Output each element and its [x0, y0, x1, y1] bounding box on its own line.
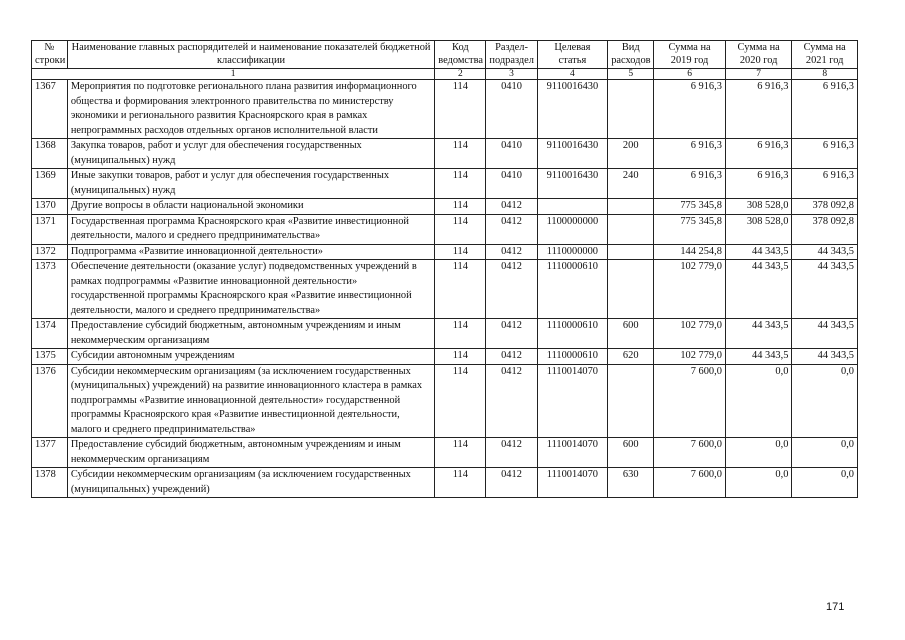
row-section: 0412 — [486, 438, 537, 468]
table-row — [32, 438, 858, 468]
row-name: Другие вопросы в области национальной экономики — [67, 199, 434, 215]
row-number: 1375 — [32, 349, 68, 365]
row-name: Иные закупки товаров, работ и услуг для обеспечения государственных (муниципальных) нужд — [67, 169, 434, 199]
table-row — [32, 260, 858, 319]
row-sum-2019: 7 600,0 — [654, 364, 726, 438]
row-sum-2021: 0,0 — [792, 468, 858, 498]
table-row — [32, 364, 858, 438]
row-sum-2020: 44 343,5 — [725, 260, 792, 319]
row-code: 114 — [435, 319, 486, 349]
row-sum-2019: 7 600,0 — [654, 468, 726, 498]
row-kind: 200 — [608, 139, 654, 169]
row-sum-2021: 6 916,3 — [792, 80, 858, 139]
row-sum-2021: 6 916,3 — [792, 139, 858, 169]
table-row — [32, 214, 858, 244]
row-code: 114 — [435, 438, 486, 468]
row-target: 9110016430 — [537, 80, 608, 139]
header-name: Наименование главных распорядителей и наименование показателей бюджетной классификации — [67, 41, 434, 69]
row-sum-2021: 0,0 — [792, 438, 858, 468]
row-target: 9110016430 — [537, 169, 608, 199]
row-number: 1372 — [32, 244, 68, 260]
row-sum-2021: 44 343,5 — [792, 244, 858, 260]
row-name: Предоставление субсидий бюджетным, автономным учреждениям и иным некоммерческим организациям — [67, 319, 434, 349]
row-target: 1110000610 — [537, 319, 608, 349]
column-number: 8 — [792, 69, 858, 80]
row-kind — [608, 260, 654, 319]
row-number: 1368 — [32, 139, 68, 169]
row-sum-2021: 44 343,5 — [792, 319, 858, 349]
row-name: Субсидии автономным учреждениям — [67, 349, 434, 365]
row-number: 1371 — [32, 214, 68, 244]
row-sum-2021: 378 092,8 — [792, 199, 858, 215]
row-section: 0412 — [486, 468, 537, 498]
row-section: 0410 — [486, 169, 537, 199]
row-code: 114 — [435, 139, 486, 169]
table-row — [32, 139, 858, 169]
header-num: № строки — [32, 41, 68, 69]
row-sum-2020: 44 343,5 — [725, 319, 792, 349]
row-kind: 240 — [608, 169, 654, 199]
row-sum-2021: 378 092,8 — [792, 214, 858, 244]
header-sum-2019: Сумма на 2019 год — [654, 41, 726, 69]
row-target: 1110014070 — [537, 468, 608, 498]
header-section: Раздел-подраздел — [486, 41, 537, 69]
row-section: 0412 — [486, 319, 537, 349]
row-sum-2020: 44 343,5 — [725, 244, 792, 260]
column-number: 7 — [725, 69, 792, 80]
row-name: Субсидии некоммерческим организациям (за исключением государственных (муниципальных) учреждений) — [67, 468, 434, 498]
table-row — [32, 468, 858, 498]
row-number: 1374 — [32, 319, 68, 349]
row-code: 114 — [435, 214, 486, 244]
row-sum-2020: 0,0 — [725, 468, 792, 498]
row-number: 1373 — [32, 260, 68, 319]
row-number: 1376 — [32, 364, 68, 438]
row-sum-2019: 775 345,8 — [654, 199, 726, 215]
row-sum-2019: 102 779,0 — [654, 260, 726, 319]
row-number: 1370 — [32, 199, 68, 215]
table-row — [32, 80, 858, 139]
row-target: 1100000000 — [537, 214, 608, 244]
row-kind — [608, 364, 654, 438]
row-sum-2019: 7 600,0 — [654, 438, 726, 468]
column-number: 4 — [537, 69, 608, 80]
row-section: 0412 — [486, 214, 537, 244]
row-sum-2019: 6 916,3 — [654, 80, 726, 139]
row-sum-2019: 144 254,8 — [654, 244, 726, 260]
row-code: 114 — [435, 80, 486, 139]
row-sum-2020: 6 916,3 — [725, 139, 792, 169]
row-target: 1110014070 — [537, 364, 608, 438]
header-target: Целевая статья — [537, 41, 608, 69]
row-kind: 620 — [608, 349, 654, 365]
table-row — [32, 199, 858, 215]
row-name: Закупка товаров, работ и услуг для обеспечения государственных (муниципальных) нужд — [67, 139, 434, 169]
row-number: 1369 — [32, 169, 68, 199]
row-name: Субсидии некоммерческим организациям (за исключением государственных (муниципальных) учреждений) на развитие инновационного кластера в рамках подпрограммы «Развитие инновационной деятельности» государственной программы Красноярского края «Развитие инвестиционной деятельности, малого и среднего предпринимательства» — [67, 364, 434, 438]
row-section: 0412 — [486, 244, 537, 260]
header-row — [32, 41, 858, 69]
header-sum-2020: Сумма на 2020 год — [725, 41, 792, 69]
row-sum-2021: 44 343,5 — [792, 349, 858, 365]
row-sum-2020: 308 528,0 — [725, 214, 792, 244]
table-row — [32, 244, 858, 260]
row-kind — [608, 214, 654, 244]
row-section: 0412 — [486, 260, 537, 319]
row-target: 1110000610 — [537, 349, 608, 365]
row-code: 114 — [435, 169, 486, 199]
row-target: 9110016430 — [537, 139, 608, 169]
row-sum-2021: 6 916,3 — [792, 169, 858, 199]
row-section: 0412 — [486, 364, 537, 438]
row-code: 114 — [435, 244, 486, 260]
row-target: 1110000000 — [537, 244, 608, 260]
row-code: 114 — [435, 364, 486, 438]
row-number: 1367 — [32, 80, 68, 139]
row-sum-2020: 308 528,0 — [725, 199, 792, 215]
row-section: 0410 — [486, 80, 537, 139]
row-sum-2019: 102 779,0 — [654, 319, 726, 349]
row-sum-2019: 775 345,8 — [654, 214, 726, 244]
row-code: 114 — [435, 199, 486, 215]
row-code: 114 — [435, 349, 486, 365]
table-row — [32, 319, 858, 349]
row-sum-2020: 0,0 — [725, 364, 792, 438]
row-kind: 630 — [608, 468, 654, 498]
row-sum-2020: 6 916,3 — [725, 169, 792, 199]
header-sum-2021: Сумма на 2021 год — [792, 41, 858, 69]
row-sum-2021: 44 343,5 — [792, 260, 858, 319]
row-target: 1110014070 — [537, 438, 608, 468]
row-name: Предоставление субсидий бюджетным, автономным учреждениям и иным некоммерческим организациям — [67, 438, 434, 468]
table-row — [32, 169, 858, 199]
row-kind — [608, 244, 654, 260]
column-number: 1 — [32, 69, 435, 80]
row-kind — [608, 80, 654, 139]
column-number: 3 — [486, 69, 537, 80]
page-number: 171 — [826, 601, 845, 613]
row-kind: 600 — [608, 438, 654, 468]
header-code: Код ведомства — [435, 41, 486, 69]
row-code: 114 — [435, 260, 486, 319]
column-number: 6 — [654, 69, 726, 80]
column-number-row — [32, 69, 858, 80]
row-sum-2019: 6 916,3 — [654, 139, 726, 169]
row-number: 1377 — [32, 438, 68, 468]
row-target — [537, 199, 608, 215]
row-section: 0412 — [486, 349, 537, 365]
column-number: 2 — [435, 69, 486, 80]
row-number: 1378 — [32, 468, 68, 498]
row-section: 0412 — [486, 199, 537, 215]
row-target: 1110000610 — [537, 260, 608, 319]
header-kind: Вид расходов — [608, 41, 654, 69]
row-kind — [608, 199, 654, 215]
row-sum-2021: 0,0 — [792, 364, 858, 438]
row-sum-2019: 6 916,3 — [654, 169, 726, 199]
row-section: 0410 — [486, 139, 537, 169]
row-sum-2020: 44 343,5 — [725, 349, 792, 365]
row-code: 114 — [435, 468, 486, 498]
row-name: Мероприятия по подготовке регионального плана развития информационного общества и формирования электронного правительства по министерству экономики и регионального развития Красноярского края в рамках непрограммных расходов отдельных органов исполнительной власти — [67, 80, 434, 139]
row-name: Государственная программа Красноярского края «Развитие инвестиционной деятельности, малого и среднего предпринимательства» — [67, 214, 434, 244]
column-number: 5 — [608, 69, 654, 80]
table-row — [32, 349, 858, 365]
row-sum-2019: 102 779,0 — [654, 349, 726, 365]
row-name: Подпрограмма «Развитие инновационной деятельности» — [67, 244, 434, 260]
budget-table — [31, 40, 858, 498]
row-name: Обеспечение деятельности (оказание услуг) подведомственных учреждений в рамках подпрограммы «Развитие инновационной деятельности» государственной программы Красноярского края «Развитие инвестиционной деятельности, малого и среднего предпринимательства» — [67, 260, 434, 319]
row-sum-2020: 6 916,3 — [725, 80, 792, 139]
row-sum-2020: 0,0 — [725, 438, 792, 468]
row-kind: 600 — [608, 319, 654, 349]
